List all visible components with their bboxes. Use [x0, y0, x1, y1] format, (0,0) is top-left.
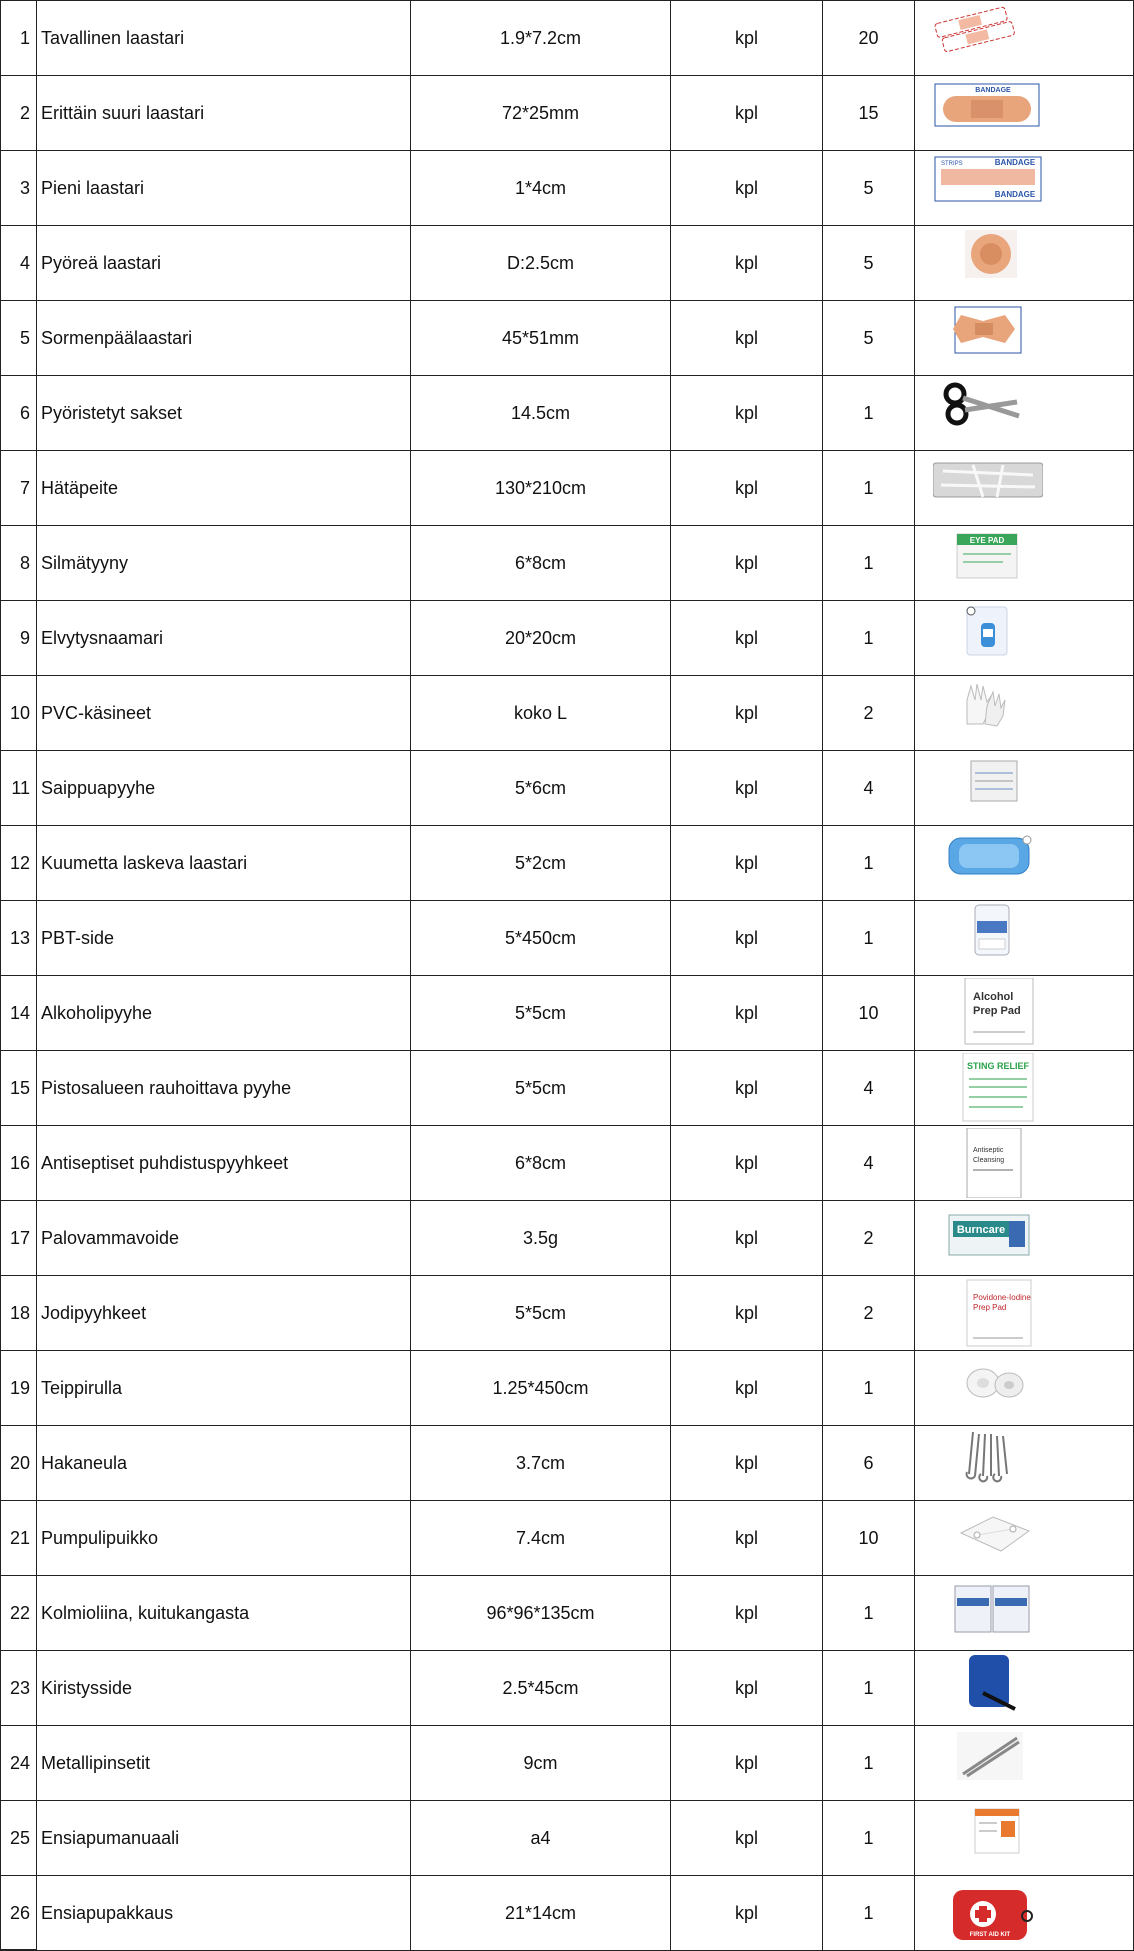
tourniquet-icon [933, 1653, 1043, 1723]
item-name: Pyöristetyt sakset [37, 376, 411, 451]
item-number: 26 [1, 1876, 37, 1951]
scissors-icon [933, 378, 1043, 448]
item-image-cell [915, 976, 1134, 1051]
item-quantity: 1 [823, 1351, 915, 1426]
item-unit: kpl [671, 1501, 823, 1576]
item-name: Kolmioliina, kuitukangasta [37, 1576, 411, 1651]
table-row [1, 76, 1134, 151]
item-quantity: 10 [823, 1501, 915, 1576]
item-quantity: 4 [823, 1051, 915, 1126]
item-name: PVC-käsineet [37, 676, 411, 751]
item-size: 7.4cm [411, 1501, 671, 1576]
table-row [1, 751, 1134, 826]
item-number: 10 [1, 676, 37, 751]
item-unit: kpl [671, 676, 823, 751]
item-image-cell [915, 1726, 1134, 1801]
item-number: 7 [1, 451, 37, 526]
table-row [1, 976, 1134, 1051]
item-name: Ensiapumanuaali [37, 1801, 411, 1876]
item-quantity: 1 [823, 1801, 915, 1876]
item-quantity: 1 [823, 526, 915, 601]
item-number: 22 [1, 1576, 37, 1651]
item-unit: kpl [671, 76, 823, 151]
item-name: Tavallinen laastari [37, 1, 411, 76]
item-unit: kpl [671, 1726, 823, 1801]
item-unit: kpl [671, 1576, 823, 1651]
alcohol-pad-icon [933, 978, 1043, 1048]
item-quantity: 1 [823, 1726, 915, 1801]
table-row [1, 151, 1134, 226]
item-size: 20*20cm [411, 601, 671, 676]
item-image-cell [915, 1576, 1134, 1651]
svg-text:STING RELIEF: STING RELIEF [966, 1061, 1030, 1071]
triangle-bandage-icon [933, 1578, 1043, 1648]
item-size: 1*4cm [411, 151, 671, 226]
fingertip-bandage-icon [933, 303, 1043, 373]
small-bandage-icon [933, 153, 1043, 223]
tape-roll-icon [933, 1353, 1043, 1423]
item-size: 21*14cm [411, 1876, 671, 1951]
item-name: Metallipinsetit [37, 1726, 411, 1801]
item-unit: kpl [671, 1276, 823, 1351]
item-number: 18 [1, 1276, 37, 1351]
item-number: 6 [1, 376, 37, 451]
item-unit: kpl [671, 1351, 823, 1426]
item-quantity: 5 [823, 226, 915, 301]
item-image-cell [915, 376, 1134, 451]
item-number: 4 [1, 226, 37, 301]
item-name: Kuumetta laskeva laastari [37, 826, 411, 901]
item-image-cell [915, 76, 1134, 151]
item-quantity: 2 [823, 1201, 915, 1276]
round-bandage-icon [933, 228, 1043, 298]
item-quantity: 1 [823, 901, 915, 976]
item-unit: kpl [671, 451, 823, 526]
item-quantity: 1 [823, 826, 915, 901]
item-image-cell [915, 1876, 1134, 1951]
item-image-cell [915, 1201, 1134, 1276]
svg-text:FIRST AID KIT: FIRST AID KIT [969, 1932, 1011, 1938]
table-row [1, 1, 1134, 76]
bandage-strips-icon [933, 3, 1043, 73]
table-row [1, 1426, 1134, 1501]
item-image-cell [915, 1651, 1134, 1726]
table-row [1, 1651, 1134, 1726]
item-unit: kpl [671, 151, 823, 226]
item-unit: kpl [671, 1426, 823, 1501]
item-name: Erittäin suuri laastari [37, 76, 411, 151]
item-number: 3 [1, 151, 37, 226]
item-image-cell [915, 601, 1134, 676]
iodine-pad-icon [933, 1278, 1043, 1348]
item-name: Hätäpeite [37, 451, 411, 526]
item-image-cell [915, 1351, 1134, 1426]
item-unit: kpl [671, 1801, 823, 1876]
item-image-cell [915, 1801, 1134, 1876]
cooling-patch-icon [933, 828, 1043, 898]
item-quantity: 20 [823, 1, 915, 76]
item-unit: kpl [671, 1876, 823, 1951]
item-unit: kpl [671, 1051, 823, 1126]
item-size: 5*5cm [411, 1051, 671, 1126]
item-image-cell [915, 901, 1134, 976]
item-unit: kpl [671, 226, 823, 301]
item-quantity: 1 [823, 1651, 915, 1726]
item-number: 19 [1, 1351, 37, 1426]
item-size: 6*8cm [411, 526, 671, 601]
item-name: Pieni laastari [37, 151, 411, 226]
item-size: a4 [411, 1801, 671, 1876]
cotton-swab-icon [933, 1503, 1043, 1573]
item-number: 2 [1, 76, 37, 151]
table-row [1, 376, 1134, 451]
large-bandage-icon [933, 78, 1043, 148]
item-image-cell [915, 1, 1134, 76]
item-name: Pyöreä laastari [37, 226, 411, 301]
item-size: D:2.5cm [411, 226, 671, 301]
item-quantity: 1 [823, 451, 915, 526]
table-row [1, 451, 1134, 526]
item-image-cell [915, 676, 1134, 751]
item-image-cell [915, 826, 1134, 901]
item-name: Antiseptiset puhdistuspyyhkeet [37, 1126, 411, 1201]
table-row [1, 1201, 1134, 1276]
item-name: Teippirulla [37, 1351, 411, 1426]
item-number: 23 [1, 1651, 37, 1726]
item-image-cell [915, 1051, 1134, 1126]
item-number: 13 [1, 901, 37, 976]
item-unit: kpl [671, 1201, 823, 1276]
item-number: 15 [1, 1051, 37, 1126]
item-unit: kpl [671, 601, 823, 676]
item-name: PBT-side [37, 901, 411, 976]
item-size: 3.5g [411, 1201, 671, 1276]
item-size: 9cm [411, 1726, 671, 1801]
item-size: 14.5cm [411, 376, 671, 451]
item-name: Hakaneula [37, 1426, 411, 1501]
svg-text:Prep Pad: Prep Pad [973, 1005, 1021, 1017]
item-number: 1 [1, 1, 37, 76]
item-quantity: 15 [823, 76, 915, 151]
item-number: 14 [1, 976, 37, 1051]
table-row [1, 301, 1134, 376]
item-number: 9 [1, 601, 37, 676]
svg-text:EYE PAD: EYE PAD [969, 536, 1005, 545]
tweezers-icon [933, 1728, 1043, 1798]
table-row [1, 526, 1134, 601]
item-number: 21 [1, 1501, 37, 1576]
svg-text:Cleansing: Cleansing [973, 1157, 1005, 1164]
sting-relief-pad-icon [933, 1053, 1043, 1123]
item-image-cell [915, 151, 1134, 226]
item-unit: kpl [671, 826, 823, 901]
item-size: 5*5cm [411, 1276, 671, 1351]
item-size: 3.7cm [411, 1426, 671, 1501]
item-name: Jodipyyhkeet [37, 1276, 411, 1351]
item-size: 1.25*450cm [411, 1351, 671, 1426]
item-name: Sormenpäälaastari [37, 301, 411, 376]
item-size: 5*2cm [411, 826, 671, 901]
item-quantity: 1 [823, 1876, 915, 1951]
item-name: Elvytysnaamari [37, 601, 411, 676]
item-quantity: 4 [823, 1126, 915, 1201]
burn-cream-icon [933, 1203, 1043, 1273]
item-number: 12 [1, 826, 37, 901]
item-quantity: 1 [823, 1576, 915, 1651]
item-name: Pumpulipuikko [37, 1501, 411, 1576]
item-quantity: 1 [823, 376, 915, 451]
item-number: 25 [1, 1801, 37, 1876]
table-row [1, 826, 1134, 901]
table-row [1, 1051, 1134, 1126]
item-unit: kpl [671, 376, 823, 451]
eye-pad-icon [933, 528, 1043, 598]
item-size: 1.9*7.2cm [411, 1, 671, 76]
item-quantity: 2 [823, 676, 915, 751]
svg-text:BANDAGE: BANDAGE [994, 158, 1036, 167]
item-name: Alkoholipyyhe [37, 976, 411, 1051]
item-size: 45*51mm [411, 301, 671, 376]
item-size: 130*210cm [411, 451, 671, 526]
item-number: 11 [1, 751, 37, 826]
svg-text:Antiseptic: Antiseptic [973, 1147, 1004, 1154]
item-image-cell [915, 226, 1134, 301]
items-table-body [1, 1, 1134, 1951]
item-unit: kpl [671, 976, 823, 1051]
first-aid-kit-icon [933, 1878, 1043, 1948]
item-image-cell [915, 301, 1134, 376]
item-size: 5*6cm [411, 751, 671, 826]
item-unit: kpl [671, 751, 823, 826]
table-row [1, 676, 1134, 751]
table-row [1, 1276, 1134, 1351]
svg-text:BANDAGE: BANDAGE [994, 190, 1036, 199]
item-size: 5*5cm [411, 976, 671, 1051]
table-row [1, 1501, 1134, 1576]
svg-text:Povidone-Iodine: Povidone-Iodine [973, 1293, 1031, 1302]
item-quantity: 1 [823, 601, 915, 676]
item-size: 96*96*135cm [411, 1576, 671, 1651]
table-row [1, 1801, 1134, 1876]
item-quantity: 5 [823, 151, 915, 226]
item-unit: kpl [671, 301, 823, 376]
item-number: 5 [1, 301, 37, 376]
item-unit: kpl [671, 526, 823, 601]
item-name: Saippuapyyhe [37, 751, 411, 826]
item-image-cell [915, 751, 1134, 826]
item-image-cell [915, 526, 1134, 601]
manual-icon [933, 1803, 1043, 1873]
item-number: 24 [1, 1726, 37, 1801]
table-row [1, 901, 1134, 976]
table-row [1, 1576, 1134, 1651]
svg-text:STRIPS: STRIPS [941, 161, 963, 167]
svg-text:BANDAGE: BANDAGE [975, 87, 1011, 94]
item-number: 8 [1, 526, 37, 601]
table-row [1, 601, 1134, 676]
item-name: Ensiapupakkaus [37, 1876, 411, 1951]
item-size: 2.5*45cm [411, 1651, 671, 1726]
pbt-bandage-roll-icon [933, 903, 1043, 973]
item-image-cell [915, 1276, 1134, 1351]
item-unit: kpl [671, 1651, 823, 1726]
table-row [1, 226, 1134, 301]
item-name: Pistosalueen rauhoittava pyyhe [37, 1051, 411, 1126]
item-size: 72*25mm [411, 76, 671, 151]
item-size: koko L [411, 676, 671, 751]
item-name: Palovammavoide [37, 1201, 411, 1276]
antiseptic-wipe-icon [933, 1128, 1043, 1198]
item-unit: kpl [671, 1, 823, 76]
soap-wipe-icon [933, 753, 1043, 823]
item-unit: kpl [671, 901, 823, 976]
item-image-cell [915, 1501, 1134, 1576]
svg-text:Burncare: Burncare [956, 1224, 1006, 1236]
item-quantity: 5 [823, 301, 915, 376]
gloves-icon [933, 678, 1043, 748]
item-size: 6*8cm [411, 1126, 671, 1201]
item-number: 20 [1, 1426, 37, 1501]
item-quantity: 4 [823, 751, 915, 826]
cpr-mask-icon [933, 603, 1043, 673]
item-quantity: 2 [823, 1276, 915, 1351]
item-size: 5*450cm [411, 901, 671, 976]
item-number: 16 [1, 1126, 37, 1201]
safety-pins-icon [933, 1428, 1043, 1498]
item-image-cell [915, 451, 1134, 526]
item-name: Silmätyyny [37, 526, 411, 601]
table-row [1, 1351, 1134, 1426]
item-image-cell [915, 1426, 1134, 1501]
item-number: 17 [1, 1201, 37, 1276]
table-row [1, 1126, 1134, 1201]
item-quantity: 6 [823, 1426, 915, 1501]
svg-text:Prep Pad: Prep Pad [973, 1303, 1007, 1312]
item-quantity: 10 [823, 976, 915, 1051]
emergency-blanket-icon [933, 453, 1043, 523]
svg-text:Alcohol: Alcohol [973, 991, 1014, 1003]
table-row [1, 1876, 1134, 1951]
item-unit: kpl [671, 1126, 823, 1201]
item-image-cell [915, 1126, 1134, 1201]
item-name: Kiristysside [37, 1651, 411, 1726]
table-row [1, 1726, 1134, 1801]
